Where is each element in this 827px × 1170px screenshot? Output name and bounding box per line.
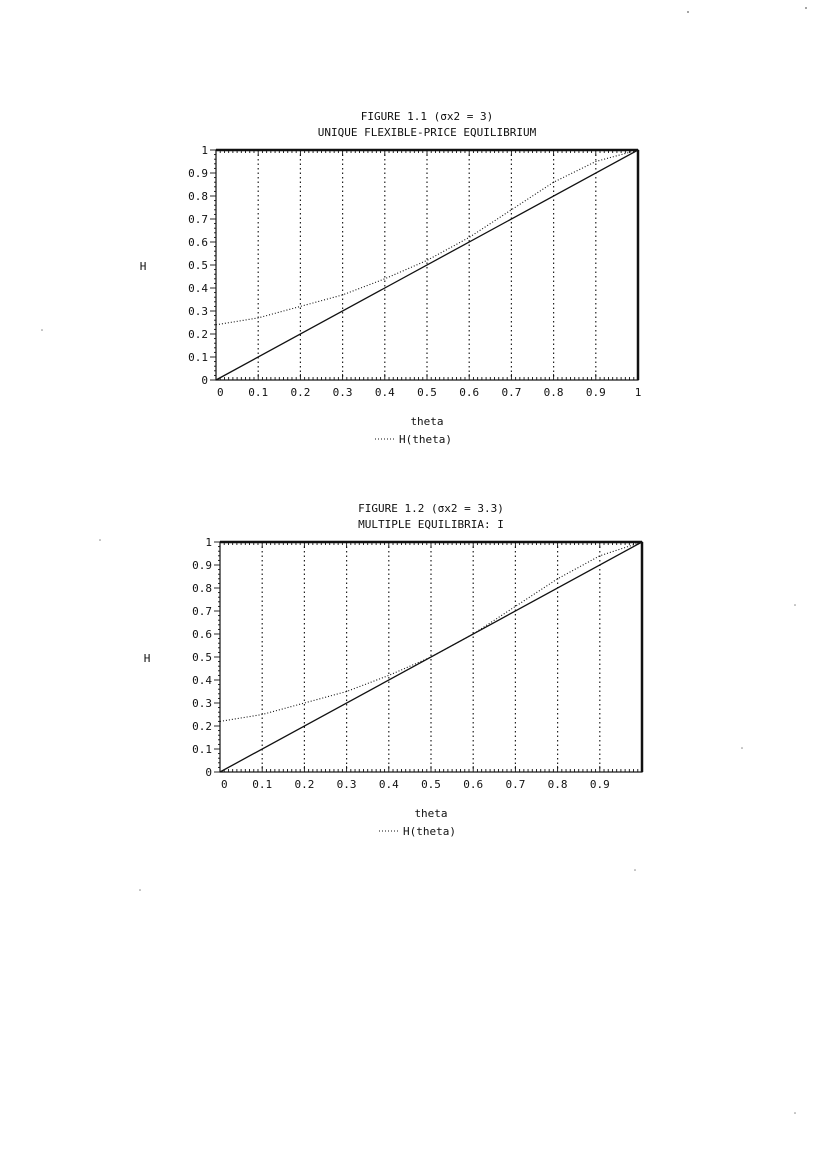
chart-title: FIGURE 1.2 (σx2 = 3.3)	[358, 502, 504, 515]
y-tick-label: 0.9	[188, 167, 208, 180]
x-tick-label: 0	[221, 778, 228, 791]
y-tick-label: 1	[201, 144, 208, 157]
x-tick-label: 0.5	[417, 386, 437, 399]
legend-entry: H(theta)	[403, 825, 456, 838]
x-tick-label: 0.5	[421, 778, 441, 791]
x-tick-label: 0.7	[501, 386, 522, 399]
y-tick-label: 0.3	[188, 305, 208, 318]
y-tick-label: 0.2	[188, 328, 208, 341]
y-axis-label: H	[139, 260, 147, 273]
y-tick-label: 0.7	[188, 213, 208, 226]
x-tick-label: 0.1	[252, 778, 273, 791]
chart-title: FIGURE 1.1 (σx2 = 3)	[360, 110, 494, 123]
legend-entry: H(theta)	[399, 433, 452, 446]
x-tick-label: 0.3	[336, 778, 357, 791]
x-tick-label: 0.8	[547, 778, 568, 791]
x-axis-label: theta	[414, 807, 448, 820]
y-tick-label: 0.4	[192, 674, 212, 687]
x-tick-label: 0.6	[463, 778, 484, 791]
y-tick-label: 0.2	[192, 720, 212, 733]
y-tick-label: 0.3	[192, 697, 212, 710]
x-tick-label: 0.3	[332, 386, 353, 399]
y-tick-label: 0.4	[188, 282, 208, 295]
y-tick-label: 0.6	[188, 236, 208, 249]
x-tick-label: 1	[634, 386, 642, 399]
x-tick-label: 0	[217, 386, 224, 399]
x-tick-label: 0.2	[290, 386, 311, 399]
y-tick-label: 0.1	[188, 351, 208, 364]
x-tick-label: 0.9	[585, 386, 606, 399]
y-tick-label: 1	[205, 536, 212, 549]
x-tick-label: 0.6	[459, 386, 480, 399]
x-tick-label: 0.4	[378, 778, 399, 791]
chart-subtitle: MULTIPLE EQUILIBRIA: I	[358, 518, 504, 531]
x-tick-label: 0.2	[294, 778, 315, 791]
y-tick-label: 0.1	[192, 743, 212, 756]
y-tick-label: 0.7	[192, 605, 212, 618]
y-tick-label: 0.8	[192, 582, 212, 595]
x-tick-label: 0.9	[589, 778, 610, 791]
figure-1-1-chart	[0, 100, 827, 460]
y-tick-label: 0.8	[188, 190, 208, 203]
x-tick-label: 0.4	[374, 386, 395, 399]
x-axis-label: theta	[410, 415, 444, 428]
series-45-degree-line	[216, 150, 638, 380]
x-tick-label: 0.8	[543, 386, 564, 399]
y-tick-label: 0	[205, 766, 212, 779]
figure-1-2-chart	[0, 490, 827, 850]
series-45-degree-line	[220, 542, 642, 772]
y-tick-label: 0.9	[192, 559, 212, 572]
y-tick-label: 0	[201, 374, 208, 387]
x-tick-label: 0.1	[248, 386, 269, 399]
y-tick-label: 0.5	[188, 259, 208, 272]
series-h-theta-line	[220, 542, 642, 721]
x-tick-label: 0.7	[505, 778, 526, 791]
y-tick-label: 0.6	[192, 628, 212, 641]
chart-subtitle: UNIQUE FLEXIBLE-PRICE EQUILIBRIUM	[317, 126, 537, 139]
y-tick-label: 0.5	[192, 651, 212, 664]
y-axis-label: H	[143, 652, 151, 665]
